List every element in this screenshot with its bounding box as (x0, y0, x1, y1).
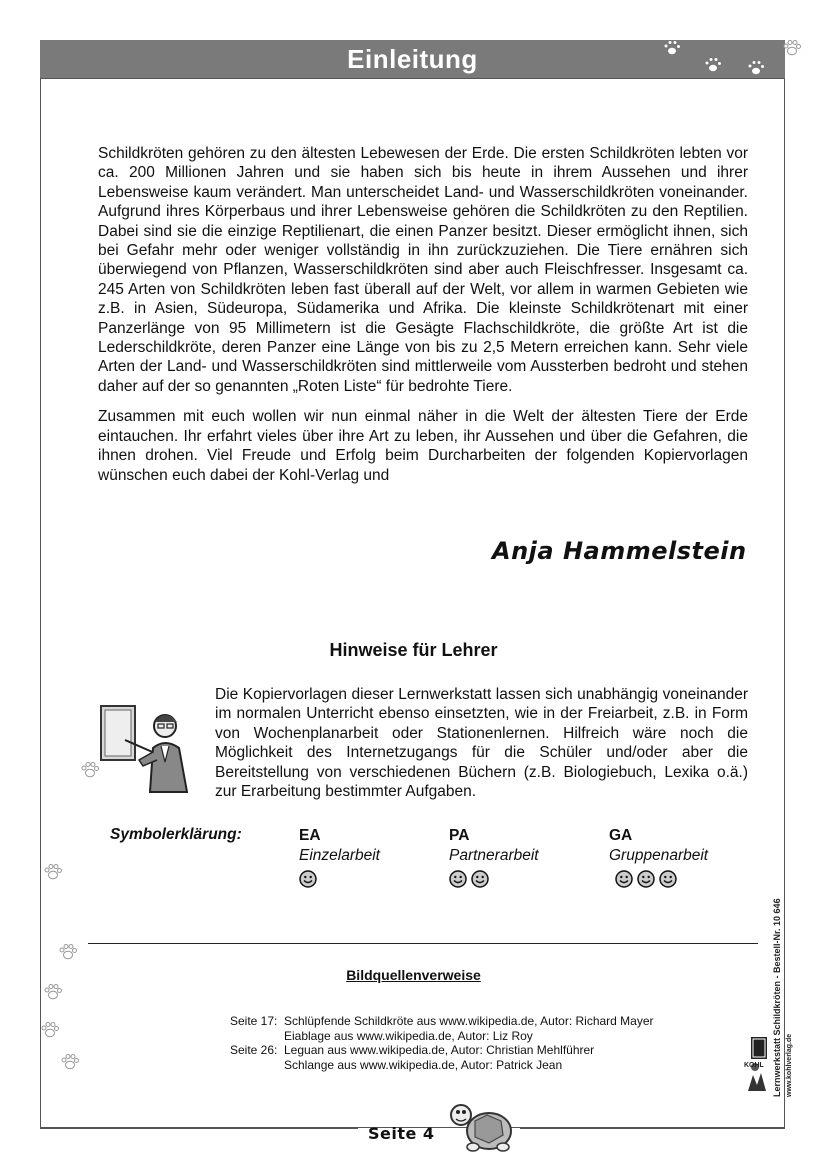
smiley-group (299, 870, 380, 892)
symbol-legend-item (449, 826, 539, 892)
smiley-icon (637, 870, 655, 888)
footer-line (40, 1128, 358, 1129)
symbol-description: Gruppenarbeit (609, 847, 709, 864)
symbol-description: Einzelarbeit (299, 847, 380, 864)
smiley-icon (299, 870, 317, 888)
source-row (230, 1029, 654, 1044)
footer-line (520, 1128, 785, 1129)
paw-print-icon (662, 38, 682, 58)
source-row (230, 1043, 654, 1058)
intro-paragraph: Schildkröten gehören zu den ältesten Lebewesen der Erde. Die ersten Schildkröten lebten vor ca. 200 Millionen Jahren und sie haben sich bis heute in ihrem Aussehen und ihrer Lebensweise kaum verändert. Man unterscheidet Land- und Wasserschildkröten voneinander. Aufgrund ihres Körperbaus und ihrer Lebensweise gehören die Schildkröten zu den Reptilien. Dabei sind sie die einzige Reptilienart, die einen Panzer besitzt. Dieser ermöglicht ihnen, sich bei Gefahr mehr oder weniger vollständig in ihn zurückzuziehen. Die Tiere ernähren sich überwiegend von Pflanzen, Wasserschildkröten sind aber auch Fleischfresser. Insgesamt ca. 245 Arten von Schildkröten leben fast überall auf der Welt, vor allem in warmen Gebieten wie z.B. in Asien, Südeuropa, Südamerika und Afrika. Die kleinste Schildkrötenart mit einer Panzerlänge von 95 Millimetern ist die Gesägte Flachschildkröte, die größte Art ist die Lederschildkröte, deren Panzer eine Länge von bis zu 2,5 Metern erreichen kann. Sehr viele Arten der Land- und Wasserschildkröten sind mittlerweile vom Aussterben bedroht und stehen daher auf der so genannten „Roten Liste“ für bedrohte Tiere. (98, 145, 748, 395)
paw-print-icon (40, 1020, 60, 1040)
publisher-url: www.kohlverlag.de (786, 1033, 793, 1097)
section-divider (88, 943, 758, 944)
paw-print-icon (746, 58, 766, 78)
smiley-icon (471, 870, 489, 888)
smiley-group (609, 870, 708, 892)
symbol-legend-label: Symbolerklärung: (110, 826, 242, 843)
symbol-description: Partnerarbeit (449, 847, 539, 864)
publisher-logo-text: KOHL (744, 1062, 764, 1069)
symbol-legend-item (609, 826, 708, 892)
teacher-illustration-icon (95, 700, 207, 796)
smiley-icon (449, 870, 467, 888)
page-number: Seite 4 (368, 1124, 435, 1143)
source-row (230, 1058, 654, 1073)
author-signature: Anja Hammelstein (492, 537, 747, 565)
turtle-icon (447, 1097, 517, 1155)
paw-print-icon (60, 1052, 80, 1072)
symbol-code: EA (299, 827, 321, 844)
sources-list (230, 1014, 654, 1072)
smiley-icon (615, 870, 633, 888)
teacher-notes-text: Die Kopiervorlagen dieser Lernwerkstatt lassen sich unabhängig voneinander im normalen Unterricht ebenso einsetzten, wie in der Freiarbeit, z.B. in Form von Wochenplanarbeit oder Stationenlernen. Hilfreich wäre noch die Möglichkeit des Internetzugangs für die Schüler und/oder aber die Bereitstellung von verschiedenen Büchern (z.B. Biologiebuch, Lexika o.ä.) zur Erarbeitung bestimmter Aufgaben. (215, 686, 748, 801)
paw-print-icon (782, 38, 802, 58)
sources-heading: Bildquellenverweise (346, 967, 481, 983)
source-text: Leguan aus www.wikipedia.de, Autor: Christian Mehlführer (284, 1043, 595, 1057)
symbol-code: PA (449, 827, 470, 844)
paw-print-icon (703, 55, 723, 75)
paw-print-icon (43, 982, 63, 1002)
source-text: Eiablage aus www.wikipedia.de, Autor: Liz Roy (284, 1028, 533, 1043)
paw-print-icon (43, 862, 63, 882)
source-page: Seite 26: (230, 1043, 278, 1057)
source-text: Schlüpfende Schildkröte aus www.wikipedia.de, Autor: Richard Mayer (284, 1014, 654, 1028)
page-title: Einleitung (347, 44, 478, 74)
symbol-legend-item (299, 826, 380, 892)
intro-paragraph: Zusammen mit euch wollen wir nun einmal näher in die Welt der ältesten Tiere der Erde eintauchen. Ihr erfahrt vieles über ihre Art zu leben, ihr Aussehen und über die Gefahren, die ihnen drohen. Viel Freude und Erfolg beim Durcharbeiten der folgenden Kopiervorlagen wünschen euch dabei der Kohl-Verlag und (98, 408, 748, 484)
teacher-notes-heading: Hinweise für Lehrer (329, 640, 498, 660)
smiley-icon (659, 870, 677, 888)
source-page: Seite 17: (230, 1014, 278, 1028)
symbol-code: GA (609, 827, 633, 844)
source-row (230, 1014, 654, 1029)
smiley-group (449, 870, 539, 892)
intro-text (98, 144, 748, 496)
source-text: Schlange aus www.wikipedia.de, Autor: Patrick Jean (284, 1057, 563, 1072)
side-order-info: Lernwerkstatt Schildkröten - Bestell-Nr. 10 646 (772, 898, 782, 1097)
paw-print-icon (58, 942, 78, 962)
